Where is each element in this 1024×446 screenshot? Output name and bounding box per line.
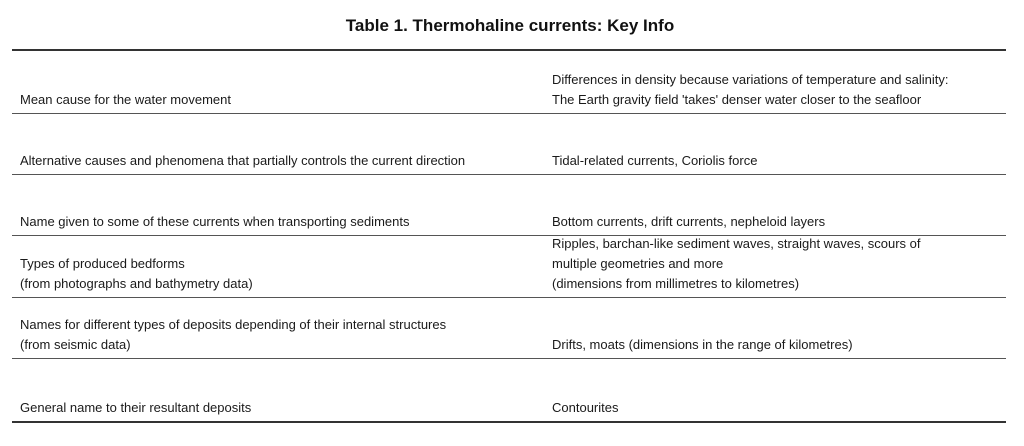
table-row: [12, 359, 1006, 423]
label-line: General name to their resultant deposits: [20, 400, 252, 415]
value-line: (dimensions from millimetres to kilometres): [552, 276, 800, 291]
label-line: (from seismic data): [20, 337, 131, 352]
row-label: [20, 254, 253, 294]
row-value: [552, 70, 948, 110]
value-line: The Earth gravity field 'takes' denser water closer to the seafloor: [552, 92, 922, 107]
value-line: Bottom currents, drift currents, nepheloid layers: [552, 214, 826, 229]
row-value: [552, 151, 757, 171]
label-line: Types of produced bedforms: [20, 256, 185, 271]
table-row: [12, 236, 1006, 298]
label-line: Names for different types of deposits depending of their internal structures: [20, 317, 447, 332]
table-row: [12, 114, 1006, 175]
row-value: [552, 234, 921, 294]
value-line: Tidal-related currents, Coriolis force: [552, 153, 758, 168]
row-label: [20, 151, 465, 171]
table-row: [12, 175, 1006, 236]
label-line: Mean cause for the water movement: [20, 92, 231, 107]
row-label: [20, 398, 251, 418]
value-line: Contourites: [552, 400, 619, 415]
table-title: Table 1. Thermohaline currents: Key Info: [345, 16, 675, 35]
value-line: Drifts, moats (dimensions in the range of kilometres): [552, 337, 853, 352]
label-line: Name given to some of these currents when transporting sediments: [20, 214, 410, 229]
table-row: [12, 51, 1006, 114]
row-value: [552, 212, 825, 232]
row-value: [552, 335, 853, 355]
table-row: [12, 298, 1006, 359]
row-label: [20, 212, 409, 232]
row-label: [20, 315, 446, 355]
value-line: multiple geometries and more: [552, 256, 724, 271]
row-value: [552, 398, 618, 418]
label-line: Alternative causes and phenomena that partially controls the current direction: [20, 153, 466, 168]
value-line: Ripples, barchan-like sediment waves, straight waves, scours of: [552, 236, 921, 251]
value-line: Differences in density because variations of temperature and salinity:: [552, 72, 949, 87]
row-label: [20, 90, 231, 110]
label-line: (from photographs and bathymetry data): [20, 276, 253, 291]
